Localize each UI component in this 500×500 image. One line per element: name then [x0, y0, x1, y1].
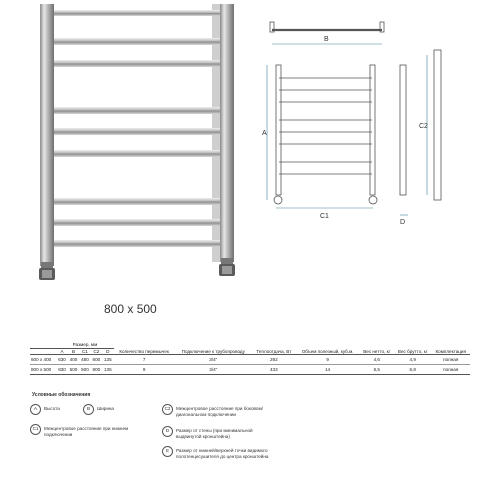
- legend-symbol: A: [30, 404, 41, 415]
- cell: 14: [296, 365, 360, 375]
- cell: 6,5: [360, 365, 394, 375]
- towel-rail-photo: [30, 0, 250, 290]
- col-header: Объем полезный, куб.м.: [296, 342, 360, 355]
- size-col-header: B: [68, 348, 79, 355]
- table-row: [30, 365, 470, 375]
- cell: 3/4": [175, 355, 252, 365]
- col-header: Вес нетто, кг: [360, 342, 394, 355]
- label-a: A: [262, 130, 267, 137]
- technical-drawing: [262, 10, 467, 235]
- legend-symbol: D: [162, 426, 173, 437]
- legend-text: Межцентровое расстояние при боковом/диагональном подключении: [176, 405, 263, 417]
- table-header-row: [30, 342, 470, 348]
- size-col-header: A: [56, 348, 67, 355]
- bottom-valves: [39, 258, 235, 280]
- cell: 500: [68, 365, 79, 375]
- cell: 3/4": [175, 365, 252, 375]
- col-header: Вес брутто, кг: [394, 342, 431, 355]
- col-header: Теплоотдача, Вт: [252, 342, 296, 355]
- legend-text: Размер от нижней/верхней точки видимого полотенцесушителя до центра кронштейна: [176, 447, 269, 459]
- left-post: [40, 4, 54, 266]
- cell: 480: [79, 355, 90, 365]
- label-d: D: [400, 219, 406, 226]
- cell: 400: [68, 355, 79, 365]
- size-col-header: C1: [79, 348, 90, 355]
- legend-item-d: [162, 426, 277, 440]
- cell: 135: [102, 355, 113, 365]
- legend-symbol: C1: [30, 424, 41, 435]
- label-c2: C2: [419, 123, 428, 130]
- legend-text: Высота: [44, 405, 60, 411]
- legend-text: Размер от стены (при минимальной выдвинутой кронштейна): [176, 427, 253, 439]
- legend-symbol: B: [83, 404, 94, 415]
- col-header: Количество перемычек: [114, 342, 175, 355]
- dimension-lines: [267, 44, 427, 215]
- cell: 433: [252, 365, 296, 375]
- size-header: Размер, мм: [56, 342, 113, 348]
- cell: полная: [431, 355, 470, 365]
- cell: 600: [91, 355, 102, 365]
- row-model: 800 x 500: [30, 365, 56, 375]
- legend-item-c1: [30, 424, 150, 438]
- spec-table: [30, 342, 470, 375]
- right-post: [220, 4, 234, 262]
- legend-title: Условные обозначения: [32, 392, 91, 398]
- cell: 4,6: [360, 355, 394, 365]
- cell: 9: [296, 355, 360, 365]
- cell: 800: [91, 365, 102, 375]
- legend-item-e: [162, 446, 277, 460]
- cell: 500: [79, 365, 90, 375]
- table-row: [30, 355, 470, 365]
- legend-text: Ширина: [97, 405, 114, 411]
- cell: 6,8: [394, 365, 431, 375]
- cell: 830: [56, 365, 67, 375]
- model-title: 800 x 500: [104, 302, 157, 316]
- cell: 4,9: [394, 355, 431, 365]
- cell: полная: [431, 365, 470, 375]
- cell: 292: [252, 355, 296, 365]
- label-c1: C1: [320, 213, 329, 220]
- size-col-header: D: [102, 348, 113, 355]
- cell: 135: [102, 365, 113, 375]
- legend-symbol: C2: [162, 404, 173, 415]
- legend-item-c2: [162, 404, 277, 418]
- legend-text: Межцентровое расстояние при нижнем подключении: [44, 425, 129, 437]
- cell: 7: [114, 355, 175, 365]
- col-header: Комплектация: [431, 342, 470, 355]
- legend-symbol: E: [162, 446, 173, 457]
- size-col-header: C2: [91, 348, 102, 355]
- label-b: B: [324, 36, 329, 43]
- legend-item-b: [83, 404, 153, 415]
- crossbars: [50, 38, 222, 247]
- row-model: 600 x 400: [30, 355, 56, 365]
- col-header: Подключение к трубопроводу: [175, 342, 252, 355]
- cell: 630: [56, 355, 67, 365]
- cell: 9: [114, 365, 175, 375]
